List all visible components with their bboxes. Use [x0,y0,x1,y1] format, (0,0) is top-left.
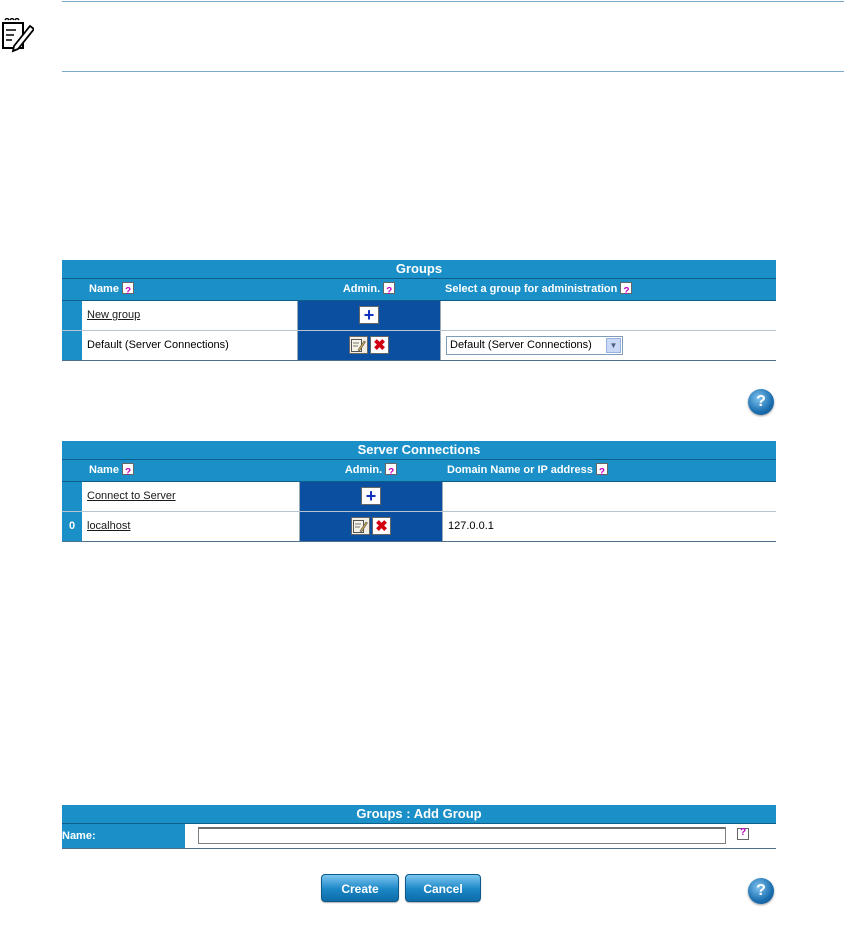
select-header-label: Select a group for administration [445,283,618,295]
select-cell [440,331,776,360]
edit-icon [351,339,366,352]
add-group-button[interactable] [359,306,379,324]
row-index [62,331,82,360]
name-header-label: Name [89,283,119,295]
admin-header-label: Admin. [342,283,381,295]
delete-icon: ✖ [375,517,388,535]
delete-button[interactable] [372,517,391,535]
plus-icon: + [363,305,375,326]
add-group-title: Groups : Add Group [62,805,776,824]
admin-header-label: Admin. [344,464,383,476]
name-field-cell [185,824,776,848]
group-name-input[interactable] [198,827,726,844]
help-icon[interactable]: ? [748,389,774,415]
address-cell: 127.0.0.1 [442,512,776,541]
delete-icon: ✖ [373,336,386,354]
chevron-down-icon[interactable]: ▼ [606,338,621,353]
name-column-header [82,279,298,300]
index-header [62,279,82,300]
name-column-header [82,460,300,481]
group-select[interactable] [446,336,623,355]
help-icon[interactable] [122,463,134,475]
edit-icon [353,520,368,533]
admin-column-header [300,460,442,481]
group-select-value: Default (Server Connections) [450,339,592,351]
add-group-panel [62,805,776,849]
plus-icon: + [365,486,377,507]
select-cell [440,301,776,330]
groups-header-row [62,279,776,301]
table-row [62,512,776,541]
connect-to-server-link[interactable]: Connect to Server [87,490,176,502]
table-row [62,482,776,512]
name-header-label: Name [89,464,119,476]
admin-cell [300,512,442,541]
help-icon[interactable] [737,828,749,840]
divider-top [62,1,844,2]
address-cell [442,482,776,511]
help-icon[interactable] [383,282,395,294]
select-column-header [440,279,776,300]
add-server-button[interactable] [361,487,381,505]
index-header [62,460,82,481]
row-index [62,482,82,511]
cancel-button[interactable]: Cancel [405,874,481,902]
name-form-row [62,824,776,848]
delete-button[interactable] [370,336,389,354]
help-icon[interactable] [620,282,632,294]
groups-panel [62,260,776,361]
new-group-link[interactable]: New group [87,309,141,321]
server-connections-panel [62,441,776,542]
name-label: Name: [62,824,185,848]
edit-button[interactable] [351,517,370,535]
servers-header-row [62,460,776,482]
name-cell [82,512,300,541]
name-cell [82,301,298,330]
help-icon[interactable]: ? [748,878,774,904]
groups-panel-title: Groups [62,260,776,279]
name-cell [82,482,300,511]
create-button[interactable]: Create [321,874,399,902]
row-index: 0 [62,512,82,541]
name-cell: Default (Server Connections) [82,331,298,360]
row-index [62,301,82,330]
table-row [62,331,776,360]
admin-column-header [298,279,440,300]
domain-column-header [442,460,776,481]
servers-panel-title: Server Connections [62,441,776,460]
divider-bottom [62,71,844,72]
edit-button[interactable] [349,336,368,354]
admin-cell [298,331,440,360]
domain-header-label: Domain Name or IP address [447,464,593,476]
help-icon[interactable] [596,463,608,475]
localhost-link[interactable]: localhost [87,520,131,532]
help-icon[interactable] [385,463,397,475]
help-icon[interactable] [122,282,134,294]
admin-cell [300,482,442,511]
admin-cell [298,301,440,330]
note-pencil-icon [0,18,34,54]
table-row [62,301,776,331]
